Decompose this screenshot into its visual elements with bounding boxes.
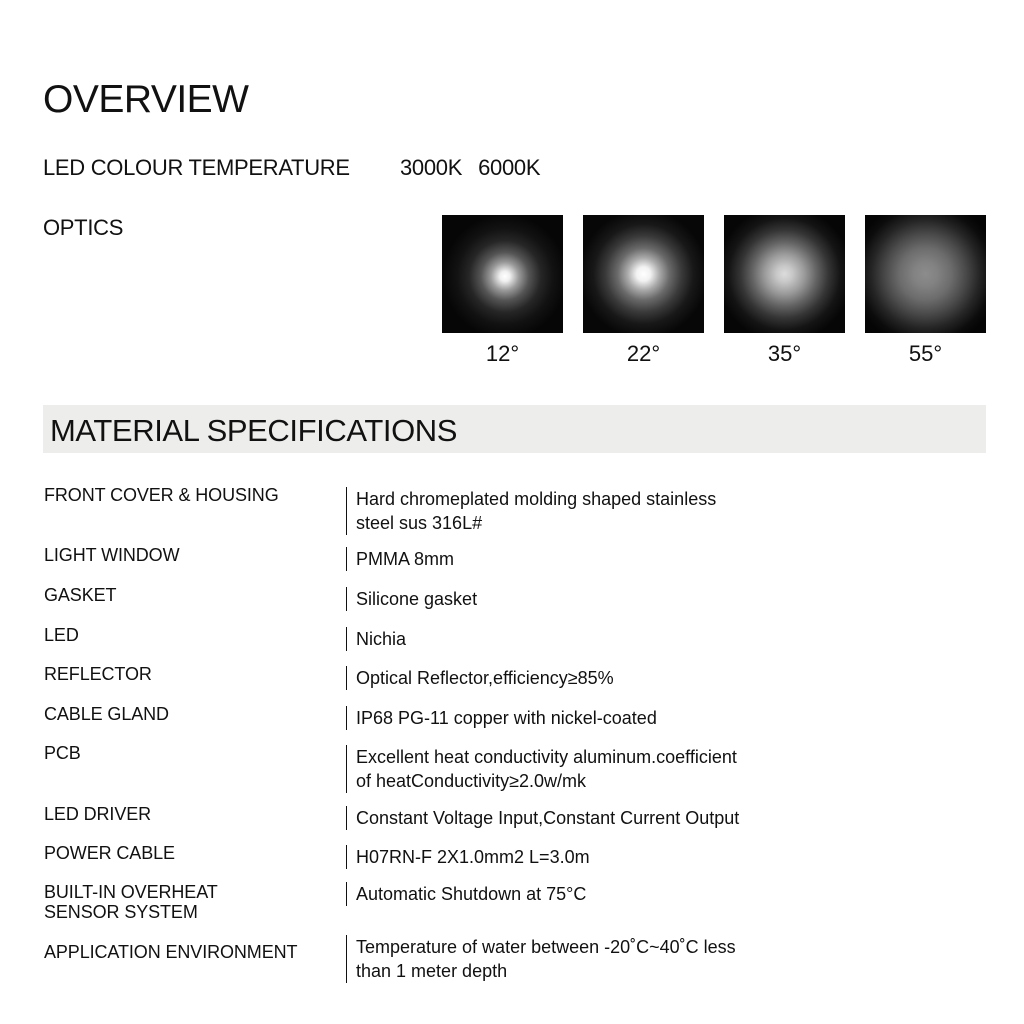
spec-value: Nichia (346, 627, 406, 651)
spec-value: IP68 PG-11 copper with nickel-coated (346, 706, 657, 730)
spec-label: POWER CABLE (44, 843, 175, 863)
beam-angle-label: 22° (626, 341, 661, 366)
spec-label: REFLECTOR (44, 664, 152, 684)
spec-label: LED (44, 625, 79, 645)
beam-angle-label: 55° (908, 341, 943, 366)
material-specifications-title: MATERIAL SPECIFICATIONS (50, 413, 458, 448)
spec-value: Constant Voltage Input,Constant Current Output (346, 806, 739, 830)
spec-value: Silicone gasket (346, 587, 477, 611)
optics-label: OPTICS (43, 215, 124, 240)
beam-pattern-image (865, 215, 986, 333)
spec-value: Excellent heat conductivity aluminum.coefficient of heatConductivity≥2.0w/mk (346, 745, 737, 793)
spec-value: Optical Reflector,efficiency≥85% (346, 666, 614, 690)
beam-angle-label: 35° (767, 341, 802, 366)
spec-label: BUILT-IN OVERHEAT SENSOR SYSTEM (44, 882, 218, 922)
cct-value-3000k: 3000K (400, 155, 463, 180)
overview-title: OVERVIEW (43, 78, 249, 121)
colour-temperature-values (400, 155, 540, 181)
spec-value: Temperature of water between -20˚C~40˚C less than 1 meter depth (346, 935, 736, 983)
spec-label: APPLICATION ENVIRONMENT (44, 942, 298, 962)
beam-pattern-image (724, 215, 845, 333)
optic-22 (583, 215, 704, 367)
spec-label: LIGHT WINDOW (44, 545, 180, 565)
spec-value: Automatic Shutdown at 75°C (346, 882, 586, 906)
spec-label: FRONT COVER & HOUSING (44, 485, 279, 505)
spec-value: PMMA 8mm (346, 547, 454, 571)
optic-55 (865, 215, 986, 367)
beam-pattern-image (583, 215, 704, 333)
optic-12 (442, 215, 563, 367)
cct-value-6000k: 6000K (478, 155, 541, 180)
material-specifications-header (43, 405, 986, 453)
beam-pattern-image (442, 215, 563, 333)
spec-label: CABLE GLAND (44, 704, 169, 724)
beam-angle-label: 12° (485, 341, 520, 366)
optic-35 (724, 215, 845, 367)
spec-value: Hard chromeplated molding shaped stainless steel sus 316L# (346, 487, 716, 535)
spec-label: GASKET (44, 585, 117, 605)
spec-label: LED DRIVER (44, 804, 152, 824)
spec-value: H07RN-F 2X1.0mm2 L=3.0m (346, 845, 590, 869)
spec-label: PCB (44, 743, 81, 763)
led-colour-temperature-label: LED COLOUR TEMPERATURE (43, 155, 350, 180)
